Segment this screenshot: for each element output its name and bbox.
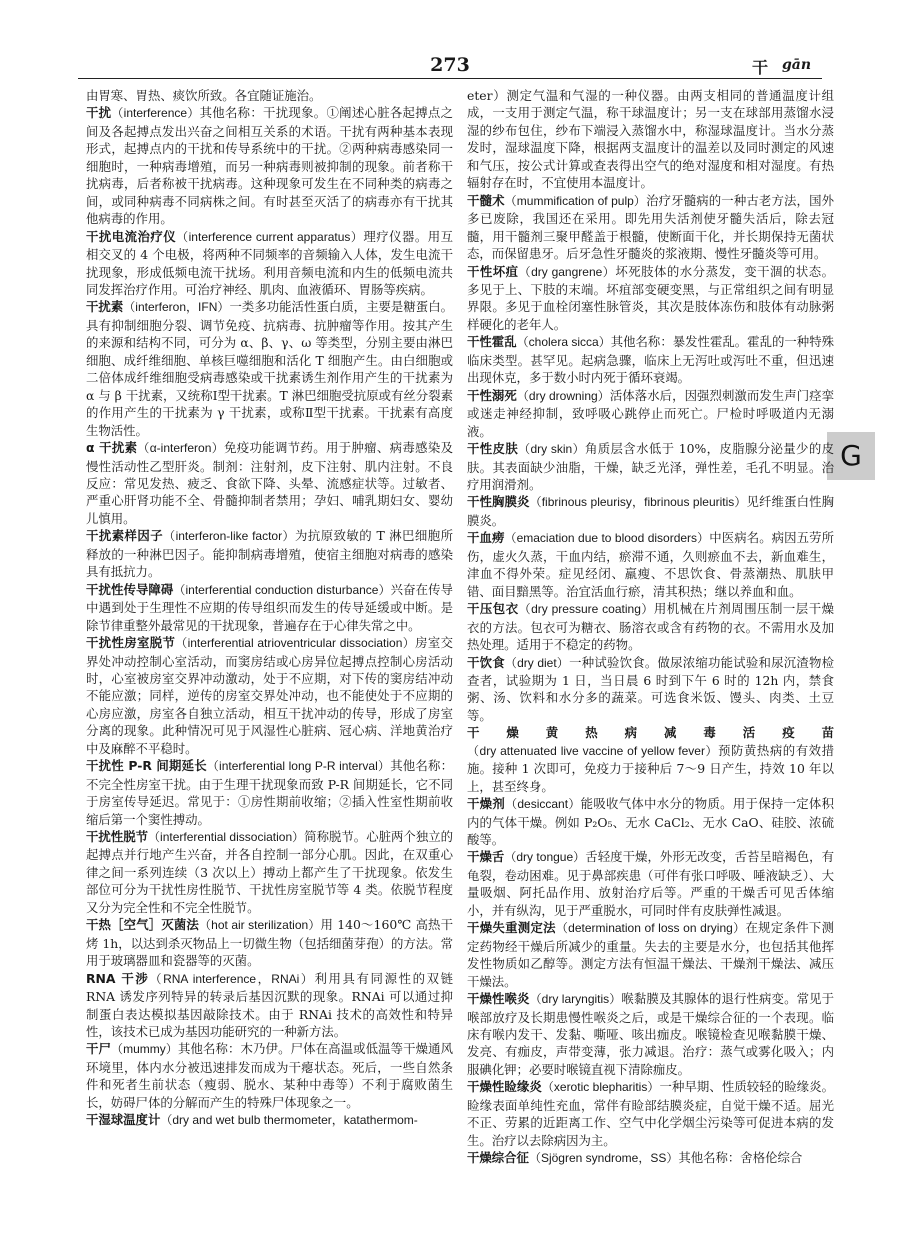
entry-definition: 简称脱节。心脏两个独立的起搏点并行地产生兴奋，并各自控制一部分心肌。因此，在双重心律之间一系列连续（3 次以上）搏动上都产生了干扰现象。依发生部位可分为干扰性房性脱节、干扰性房室脱节等 4 类。依脱节程度又分为完全性和不完全性脱节。: [86, 829, 454, 915]
entry-term: 干性胸膜炎: [467, 494, 530, 510]
entry-english: （dry attenuated live vaccine of yellow fever）: [467, 743, 719, 758]
entry-english: （mummification of pulp）: [504, 193, 647, 208]
dictionary-entry: [86, 581, 453, 634]
entry-english: （cholera sicca）: [516, 335, 611, 350]
entry-term: 干扰: [86, 105, 112, 121]
entry-definition: 兴奋在传导中遇到处于生理性不应期的传导组织而发生的传导延缓或中断。是除节律重整外最常见的干扰现象，普遍存在于心律失常之中。: [86, 581, 454, 633]
dictionary-entry: [467, 440, 834, 493]
entry-definition: 为抗原致敏的 T 淋巴细胞所释放的一种淋巴因子。能抑制病毒增殖，使宿主细胞对病毒的感染具有抵抗力。: [86, 528, 453, 580]
dictionary-entry: [86, 228, 453, 299]
entry-english: （dry tongue）: [504, 850, 586, 865]
entry-definition: 能吸收气体中水分的物质。用于保持一定体积内的气体干燥。例如 P₂O₅、无水 CaCl₂、无水 CaO、硅胶、浓硫酸等。: [467, 796, 835, 848]
dictionary-entry: [467, 600, 834, 653]
header-rule: [78, 78, 822, 79]
entry-definition: 预防黄热病的有效措施。接种 1 次即可，免疫力于接种后 7～9 日产生，持效 10 年以上，甚至终身。: [467, 742, 834, 794]
entry-term: 干燥综合征: [467, 1150, 529, 1166]
entry-english: （dry skin）: [518, 442, 585, 457]
entry-definition: 其他名称：舍格伦综合: [678, 1150, 803, 1166]
entry-definition: 其他名称：木乃伊。尸体在高温或低温等干燥通风环境里，体内水分被迅速排发而成为干瘪状态。死后，一些自然条件和死者生前状态（瘦弱、脱水、某种中毒等）不利于腐败菌生长，妨碍尸体的分解而产生的特殊尸体现象之一。: [86, 1041, 454, 1110]
entry-continuation: 由胃寒、胃热、痰饮所致。各宜随证施治。: [86, 88, 322, 103]
dictionary-entry: [467, 1149, 834, 1167]
dictionary-entry: [467, 848, 834, 919]
dictionary-entry: [86, 1111, 453, 1129]
entry-definition: 一种早期、性质较轻的睑缘炎。睑缘表面单纯性充血，常伴有睑部结膜炎症，自觉干燥不适。屈光不正、劳累的近距离工作、空气中化学烟尘污染等可促进本病的发生。治疗以去除病因为主。: [467, 1079, 834, 1148]
entry-term: 干燥剂: [467, 796, 506, 812]
entry-term: 干性皮肤: [467, 441, 519, 457]
entry-english: （α-interferon）: [137, 441, 225, 456]
running-head-char: 干: [752, 58, 769, 77]
entry-english: （interferon-like factor）: [163, 529, 296, 544]
dictionary-entry: [467, 192, 834, 263]
entry-english: （dry and wet bulb thermometer，katathermom-: [160, 1113, 418, 1128]
running-head-pinyin: gān: [782, 57, 812, 73]
entry-term: 干血痨: [467, 530, 505, 546]
entry-term: 干扰素: [86, 299, 124, 315]
entry-english: （hot air sterilization）: [199, 918, 321, 933]
entry-definition: 利用具有同源性的双链 RNA 诱发序列特异的转录后基因沉默的现象。RNAi 可以通过抑制蛋白表达模拟基因敲除技术。由于 RNAi 技术的高效性和特异性，该技术已成为基因功能研究的一种新方法。: [86, 970, 453, 1040]
entry-term: 干扰性房室脱节: [86, 635, 176, 651]
entry-term: α 干扰素: [86, 440, 138, 456]
entry-term: 干燥性睑缘炎: [467, 1079, 542, 1095]
dictionary-entry: [86, 439, 453, 527]
entry-definition: 中医病名。病因五劳所伤，虚火久蒸，干血内结，瘀滞不通，久则瘀血不去，新血难生，津血不得外荣。症见经闭、羸瘦、不思饮食、骨蒸潮热、肌肤甲错、面目黯黑等。治宜活血行瘀，清其积热；继以养血和血。: [467, 530, 835, 599]
dictionary-entry: [86, 916, 453, 969]
entry-english: （interference current apparatus）: [176, 229, 364, 244]
dictionary-entry: [86, 757, 453, 828]
entry-english: （interferential dissociation）: [148, 830, 305, 845]
entry-english: （dry pressure coating）: [518, 602, 654, 617]
dictionary-entry: [467, 387, 834, 440]
entry-term: 干性霍乱: [467, 334, 517, 350]
entry-term: 干饮食: [467, 654, 505, 670]
entry-definition: 其他名称：干扰现象。①阐述心脏各起搏点之间及各起搏点发出兴奋之间相互关系的术语。干扰有两种基本表现形式，起搏点内的干扰和传导系统中的干扰。②两种病毒感染同一细胞时，一种病毒增殖，而另一种病毒则被抑制的现象。前者称干扰病毒，后者称被干扰病毒。这种现象可发生在不同种类的病毒之间，或同种病毒不同病株之间。有时甚至灭活了的病毒亦有干扰其他病毒的作用。: [86, 105, 454, 227]
entry-english: （interferential conduction disturbance）: [173, 582, 391, 597]
entry-term: 干燥性喉炎: [467, 991, 530, 1007]
entry-term: 干髓术: [467, 192, 505, 208]
entry-definition: 理疗仪器。用互相交叉的 4 个电极，将两种不同频率的音频输入人体，发生电流干扰现象，形成低频电流干扰场。利用音频电流和内生的低频电流共同发挥治疗作用。可治疗神经、肌肉、血液循环、胃肠等疾病。: [86, 228, 454, 297]
entry-term: 干扰性 P-R 间期延长: [86, 758, 207, 774]
entry-english: （desiccant）: [505, 797, 581, 812]
entry-english: （xerotic blepharitis）: [541, 1080, 660, 1095]
entry-term: 干燥失重测定法: [467, 920, 556, 936]
entry-definition: 房室交界处冲动控制心室活动，而窦房结或心房异位起搏点控制心房活动时，心室被房室交界冲动激动，处于不应期，对下传的窦房结冲动不能应激；同样，逆传的房室交界处冲动，也不能使处于不应期的心房应激，房室各自独立活动，相互干扰冲动的传导，形成了房室分离的现象。此种情况可见于风湿性心脏病、冠心病、洋地黄治疗中及麻醉不平稳时。: [86, 635, 454, 756]
entry-english: （dry diet）: [504, 655, 570, 670]
entry-definition: 舌轻度干燥，外形无改变，舌苔呈暗褐色，有龟裂，卷动困难。见于鼻部疾患（可伴有张口呼吸、唾液缺乏）、大量吸烟、阿托品作用、放射治疗后等。严重的干燥舌可见舌体缩小，并有纵沟，见于严重脱水，可同时伴有皮肤弹性减退。: [467, 849, 835, 918]
dictionary-entry: [467, 919, 834, 990]
dictionary-entry: [467, 654, 834, 725]
entry-definition: 见纤维蛋白性胸膜炎。: [467, 494, 835, 528]
entry-term: 干燥黄热病减毒活疫苗: [467, 725, 834, 741]
entry-definition: 喉黏膜及其腺体的退行性病变。常见于喉部放疗及长期患慢性喉炎之后，或是干燥综合征的一个表现。临床有喉内发干、发黏、嘶哑、咳出痂皮。喉镜检查见喉黏膜干燥、发亮、有痂皮，声带变薄，张力减退。治疗：蒸气或雾化吸入；内服碘化钾；必要时喉镜直视下清除痂皮。: [467, 991, 834, 1077]
entry-term: 干燥舌: [467, 849, 505, 865]
dictionary-entry: [86, 1040, 453, 1111]
entry-term: 干热［空气］灭菌法: [86, 917, 199, 933]
dictionary-entry: [86, 298, 453, 439]
entry-english: （fibrinous pleurisy，fibrinous pleuritis）: [529, 495, 747, 510]
entry-term: 干扰电流治疗仪: [86, 228, 177, 244]
entry-definition: 用 140～160℃ 高热干烤 1h，以达到杀灭物品上一切微生物（包括细菌芽孢）的方法。常用于玻璃器皿和瓷器等的灭菌。: [86, 917, 453, 969]
entry-english: （Sjögren syndrome，SS）: [528, 1151, 679, 1166]
dictionary-entry: [86, 104, 453, 227]
entry-definition: 其他名称：不完全性房室干扰。由于生理干扰现象而致 P-R 间期延长，它不同于房室传导延迟。常见于：①房性期前收缩；②插入性室性期前收缩后第一个窦性搏动。: [86, 758, 453, 827]
entry-continuation: eter）测定气温和气湿的一种仪器。由两支相同的普通温度计组成，一支用于测定气温，称干球温度计；另一支在球部用蒸馏水浸湿的纱布包住，纱布下端浸入蒸馏水中，称湿球温度计。当水分蒸发时，湿球温度下降，根据两支温度计的温差以及同时测定的风速和气压，按公式计算或查表得出空气的绝对湿度和相对湿度。有热辐射存在时，不宜使用本温度计。: [467, 88, 834, 191]
entry-english: （interferential atrioventricular dissociation）: [175, 636, 416, 651]
dictionary-entry: [86, 970, 453, 1041]
entry-term: RNA 干涉: [86, 970, 150, 986]
entry-term: 干扰性传导障碍: [86, 581, 174, 597]
entry-definition: 角质层含水低于 10%，皮脂腺分泌量少的皮肤。其表面缺少油脂，干燥，缺乏光泽，弹性差，毛孔不明显。治疗用润滑剂。: [467, 441, 834, 492]
entry-english: （interferon，IFN）: [123, 300, 230, 315]
dictionary-entry: [467, 1078, 834, 1149]
entry-definition: 一种试验饮食。做尿浓缩功能试验和尿沉渣物检查者，试验期为 1 日，当日晨 6 时到下午 6 时的 12h 内，禁食粥、汤、饮料和水分多的蔬菜。可选食米饭、馒头、肉类、土豆等。: [467, 654, 835, 723]
dictionary-entry: [467, 795, 834, 848]
dictionary-entry: [467, 990, 834, 1078]
entry-definition: 用机械在片剂周围压制一层干燥衣的方法。包衣可为糖衣、肠溶衣或含有药物的衣。不需用水及加热处理。适用于不稳定的药物。: [467, 601, 834, 653]
dictionary-entry: [467, 529, 834, 600]
entry-english: （interferential long P-R interval）: [206, 759, 391, 774]
entry-definition: 其他名称：暴发性霍乱。霍乱的一种特殊临床类型。甚罕见。起病急骤，临床上无泻吐或泻吐不重，但迅速出现休克，多于数小时内死于循环衰竭。: [467, 334, 834, 386]
entry-definition: 在规定条件下测定药物经干燥后所减少的重量。失去的主要是水分，也包括其他挥发性物质如乙醇等。测定方法有恒温干燥法、干燥剂干燥法、减压干燥法。: [467, 920, 834, 989]
entry-english: （emaciation due to blood disorders）: [504, 531, 710, 546]
left-column: [86, 87, 453, 1130]
entry-english: （dry drowning）: [516, 388, 610, 403]
entry-english: （dry gangrene）: [518, 264, 616, 279]
entry-term: 干扰素样因子: [86, 528, 164, 544]
entry-definition: 坏死肢体的水分蒸发，变干涸的状态。多见于上、下肢的末端。坏疽部变硬变黑，与正常组织之间有明显界限。多见于血栓闭塞性脉管炎，其次是肢体冻伤和肢体有动脉粥样硬化的老年人。: [467, 263, 835, 332]
entry-english: （determination of loss on drying）: [555, 921, 746, 936]
entry-term: 干扰性脱节: [86, 829, 149, 845]
entry-english: （mummy）: [111, 1042, 179, 1057]
entry-definition: 治疗牙髓病的一种古老方法，国外多已废除，我国还在采用。即先用失活剂使牙髓失活后，除去冠髓，用干髓剂三聚甲醛盖于根髓，使断面干化，并长期保持无菌状态，而保留患牙。后牙急性牙髓炎的浆液期、慢性牙髓炎等可用。: [467, 192, 835, 262]
dictionary-entry: [467, 724, 834, 795]
entry-definition: 活体落水后，因强烈刺激而发生声门痉挛或迷走神经抑制，致呼吸心跳停止而死亡。尸检时呼吸道内无溺液。: [467, 387, 835, 439]
entry-english: （RNA interference，RNAi）: [149, 971, 315, 986]
dictionary-entry: [86, 527, 453, 580]
dictionary-entry: [86, 828, 453, 916]
dictionary-entry: [467, 493, 834, 529]
entry-term: 干性溺死: [467, 387, 517, 403]
entry-english: （interference）: [111, 106, 200, 121]
entry-definition: 一类多功能活性蛋白质，主要是糖蛋白。具有抑制细胞分裂、调节免疫、抗病毒、抗肿瘤等作用。按其产生的来源和结构不同，可分为 α、β、γ、ω 等类型，分别主要由淋巴细胞、成纤维细胞、单核巨噬细胞和活化 T 细胞产生。由白细胞或二倍体成纤维细胞受病毒感染或干扰素诱生剂作用产生的干扰素为 α 与 β 干扰素，又统称Ⅰ型干扰素。T 淋巴细胞受抗原或有丝分裂素的作用产生的干扰素为 γ 干扰素，或称Ⅱ型干扰素。干扰素有高度生物活性。: [86, 299, 454, 438]
section-tab: G: [827, 432, 875, 480]
entry-term: 干性坏疽: [467, 263, 519, 279]
page-number: 273: [430, 54, 470, 76]
dictionary-entry: [86, 634, 453, 757]
right-column: [467, 87, 834, 1168]
dictionary-entry: [467, 263, 834, 334]
entry-definition: 免疫功能调节药。用于肿瘤、病毒感染及慢性活动性乙型肝炎。制剂：注射剂，皮下注射、肌内注射。不良反应：常见发热、疲乏、食欲下降、头晕、流感症状等。过敏者、严重心肝肾功能不全、骨髓抑制者禁用；孕妇、哺乳期妇女、婴幼儿慎用。: [86, 440, 453, 526]
dictionary-entry: [467, 333, 834, 386]
entry-term: 干湿球温度计: [86, 1112, 161, 1128]
entry-term: 干尸: [86, 1041, 112, 1057]
entry-term: 干压包衣: [467, 601, 519, 617]
entry-english: （dry laryngitis）: [529, 992, 622, 1007]
